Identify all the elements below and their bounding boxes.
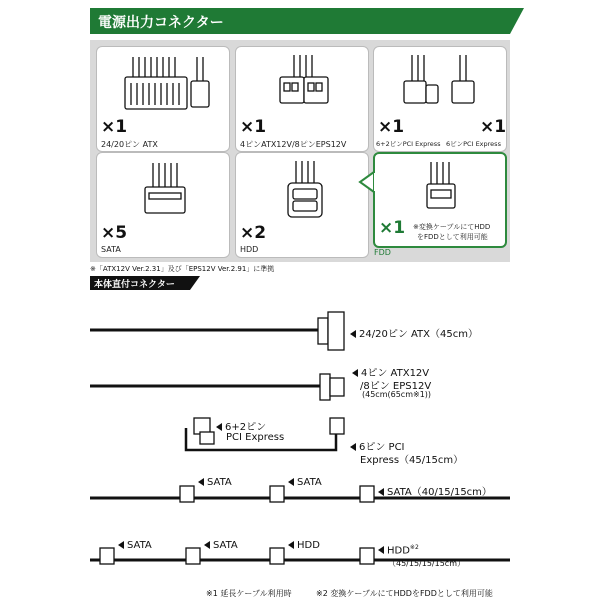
fdd-note-line1: ※変換ケーブルにてHDD — [413, 223, 491, 231]
card-caption: 4ピンATX12V/8ピンEPS12V — [240, 140, 347, 149]
footnote-2: ※2 変換ケーブルにてHDDをFDDとして利用可能 — [316, 589, 493, 598]
cable-label-hdd-sata2: SATA — [204, 540, 238, 551]
standards-note: ※「ATX12V Ver.2.31」及び「EPS12V Ver.2.91」に準拠 — [90, 265, 275, 273]
card-caption: SATA — [101, 245, 121, 254]
cable-label-eps-3: (45cm(65cm※1)) — [362, 390, 432, 399]
cable-label-sata2: SATA — [288, 477, 322, 488]
card-count: ×1 — [101, 117, 128, 137]
cable-label-eps-2: /8ピン EPS12V — [360, 381, 432, 392]
cable-label-pcie6: 6ピン PCI — [350, 438, 405, 453]
cable-label-sata1: SATA — [198, 477, 232, 488]
cable-label-sata-end: SATA（40/15/15cm） — [378, 483, 492, 498]
card-count: ×1 — [379, 218, 406, 238]
fdd-note-line2: をFDDとして利用可能 — [417, 233, 488, 241]
cable-label-hdd-mid: HDD — [288, 540, 320, 551]
cable-label-pcie6-2: Express（45/15cm） — [360, 455, 464, 466]
cable-label-hdd-end: HDD$^{※2}$ — [378, 544, 419, 556]
cable-label-pcie62: 6+2ピン — [216, 418, 266, 433]
cable-label-pcie62-2: PCI Express — [226, 432, 285, 443]
cable-label-atx: 24/20ピン ATX（45cm） — [350, 325, 478, 340]
section-title: 本体直付コネクター — [94, 280, 175, 290]
cable-label-eps: 4ピン ATX12V — [352, 364, 429, 379]
cable-label-hdd-sata1: SATA — [118, 540, 152, 551]
section-title: 電源出力コネクター — [98, 15, 224, 31]
card-caption: 6ピンPCI Express — [446, 140, 501, 148]
cable-label-hdd-lengths: （45/15/15/15cm） — [388, 559, 465, 568]
card-count: ×1 — [480, 117, 507, 137]
card-caption: 24/20ピン ATX — [101, 140, 158, 149]
card-caption: HDD — [240, 245, 259, 254]
card-count: ×5 — [101, 223, 128, 243]
footnote-1: ※1 延長ケーブル利用時 — [206, 589, 292, 598]
card-count: ×2 — [240, 223, 267, 243]
card-count: ×1 — [378, 117, 405, 137]
card-caption: 6+2ピンPCI Express — [376, 140, 441, 148]
card-count: ×1 — [240, 117, 267, 137]
card-caption: FDD — [374, 248, 391, 257]
